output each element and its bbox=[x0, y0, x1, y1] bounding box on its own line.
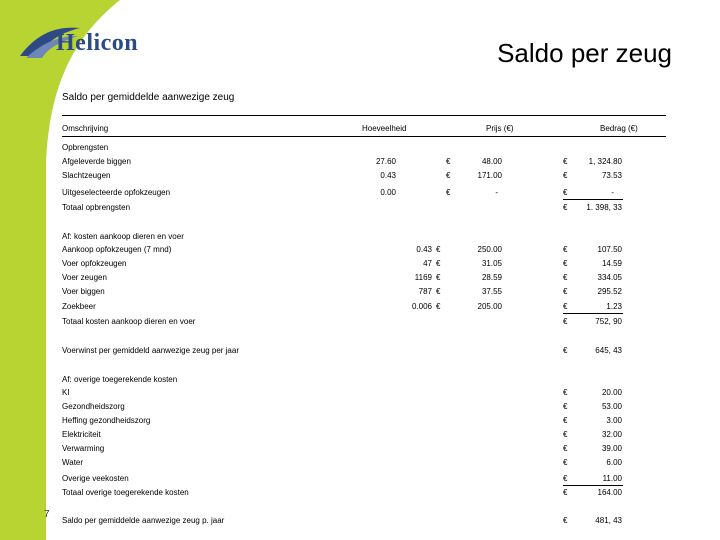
row-label: Verwarming bbox=[62, 444, 105, 453]
logo-text: Helicon bbox=[56, 30, 139, 56]
euro-sign: € bbox=[446, 157, 451, 166]
euro-sign: € bbox=[563, 302, 568, 311]
total-label: Totaal kosten aankoop dieren en voer bbox=[62, 317, 196, 326]
row-label: Afgeleverde biggen bbox=[62, 157, 131, 166]
row-amount: - bbox=[611, 188, 614, 197]
row-qty: 0.43 bbox=[380, 171, 396, 180]
row-label: Overige veekosten bbox=[62, 474, 129, 483]
section-opbrengsten: Opbrengsten bbox=[62, 143, 109, 152]
row-price: 28.59 bbox=[481, 273, 502, 282]
row-label: Aankoop opfokzeugen (7 mnd) bbox=[62, 245, 172, 254]
euro-sign: € bbox=[563, 287, 568, 296]
voerwinst-amount: 645, 43 bbox=[595, 346, 622, 355]
euro-sign: € bbox=[563, 516, 568, 525]
euro-sign: € bbox=[563, 317, 568, 326]
euro-sign: € bbox=[563, 402, 568, 411]
row-amount: 53.00 bbox=[601, 402, 622, 411]
row-price: - bbox=[495, 188, 498, 197]
euro-sign: € bbox=[436, 273, 441, 282]
total-label: Totaal overige toegerekende kosten bbox=[62, 488, 189, 497]
row-label: Water bbox=[62, 458, 84, 467]
euro-sign: € bbox=[436, 245, 441, 254]
euro-sign: € bbox=[563, 245, 568, 254]
row-amount: 107.50 bbox=[597, 245, 622, 254]
row-amount: 1, 324.80 bbox=[588, 157, 622, 166]
section-kosten-dieren-voer: Af: kosten aankoop dieren en voer bbox=[62, 232, 184, 241]
row-amount: 334.05 bbox=[597, 273, 622, 282]
euro-sign: € bbox=[563, 416, 568, 425]
subtotal-underline bbox=[563, 485, 623, 486]
col-header-hoeveelheid: Hoeveelheid bbox=[362, 124, 407, 133]
section-overige-kosten: Af: overige toegerekende kosten bbox=[62, 375, 178, 384]
euro-sign: € bbox=[563, 444, 568, 453]
row-price: 37.55 bbox=[481, 287, 502, 296]
row-price: 48.00 bbox=[481, 157, 502, 166]
euro-sign: € bbox=[563, 171, 568, 180]
total-label: Totaal opbrengsten bbox=[62, 203, 131, 212]
row-label: Elektriciteit bbox=[62, 430, 101, 439]
row-amount: 20.00 bbox=[601, 388, 622, 397]
row-qty: 0.00 bbox=[380, 188, 396, 197]
voerwinst-label: Voerwinst per gemiddeld aanwezige zeug per jaar bbox=[62, 346, 239, 355]
row-label: Voer biggen bbox=[62, 287, 105, 296]
euro-sign: € bbox=[446, 171, 451, 180]
euro-sign: € bbox=[436, 287, 441, 296]
row-label: Uitgeselecteerde opfokzeugen bbox=[62, 188, 171, 197]
euro-sign: € bbox=[563, 273, 568, 282]
euro-sign: € bbox=[563, 488, 568, 497]
saldo-label: Saldo per gemiddelde aanwezige zeug p. jaar bbox=[62, 516, 225, 525]
subtotal-underline bbox=[563, 199, 623, 200]
row-amount: 39.00 bbox=[601, 444, 622, 453]
row-amount: 73.53 bbox=[601, 171, 622, 180]
row-qty: 787 bbox=[418, 287, 432, 296]
row-qty: 0.006 bbox=[411, 302, 432, 311]
euro-sign: € bbox=[436, 259, 441, 268]
row-amount: 6.00 bbox=[606, 458, 622, 467]
total-amount: 1. 398, 33 bbox=[586, 203, 622, 212]
page-subtitle: Saldo per gemiddelde aanwezige zeug bbox=[62, 92, 235, 103]
euro-sign: € bbox=[563, 188, 568, 197]
euro-sign: € bbox=[446, 188, 451, 197]
row-label: KI bbox=[62, 388, 70, 397]
euro-sign: € bbox=[563, 346, 568, 355]
euro-sign: € bbox=[563, 203, 568, 212]
green-side-band bbox=[0, 0, 120, 540]
row-label: Gezondheidszorg bbox=[62, 402, 125, 411]
euro-sign: € bbox=[563, 388, 568, 397]
row-label: Voer opfokzeugen bbox=[62, 259, 127, 268]
col-header-omschrijving: Omschrijving bbox=[62, 124, 109, 133]
row-amount: 32.00 bbox=[601, 430, 622, 439]
row-qty: 0.43 bbox=[416, 245, 432, 254]
total-amount: 164.00 bbox=[597, 488, 622, 497]
saldo-amount: 481, 43 bbox=[595, 516, 622, 525]
subtotal-underline bbox=[563, 313, 623, 314]
row-amount: 14.59 bbox=[601, 259, 622, 268]
col-header-bedrag: Bedrag (€) bbox=[600, 124, 638, 133]
euro-sign: € bbox=[563, 458, 568, 467]
row-qty: 27.60 bbox=[375, 157, 396, 166]
row-label: Heffing gezondheidszorg bbox=[62, 416, 151, 425]
row-amount: 1.23 bbox=[606, 302, 622, 311]
total-amount: 752, 90 bbox=[595, 317, 622, 326]
page-number: 7 bbox=[44, 509, 50, 520]
col-header-prijs: Prijs (€) bbox=[486, 124, 514, 133]
row-qty: 47 bbox=[423, 259, 432, 268]
euro-sign: € bbox=[563, 157, 568, 166]
row-amount: 295.52 bbox=[597, 287, 622, 296]
row-label: Zoekbeer bbox=[62, 302, 96, 311]
row-label: Slachtzeugen bbox=[62, 171, 111, 180]
euro-sign: € bbox=[436, 302, 441, 311]
row-price: 171.00 bbox=[477, 171, 502, 180]
header-rule-bottom bbox=[62, 136, 666, 137]
header-rule-top bbox=[62, 115, 666, 116]
row-price: 250.00 bbox=[477, 245, 502, 254]
row-price: 205.00 bbox=[477, 302, 502, 311]
row-price: 31.05 bbox=[481, 259, 502, 268]
row-qty: 1169 bbox=[414, 273, 432, 282]
row-amount: 11.00 bbox=[602, 474, 622, 483]
euro-sign: € bbox=[563, 430, 568, 439]
page-title: Saldo per zeug bbox=[497, 38, 672, 68]
row-label: Voer zeugen bbox=[62, 273, 107, 282]
euro-sign: € bbox=[563, 474, 568, 483]
row-amount: 3.00 bbox=[606, 416, 622, 425]
euro-sign: € bbox=[563, 259, 568, 268]
